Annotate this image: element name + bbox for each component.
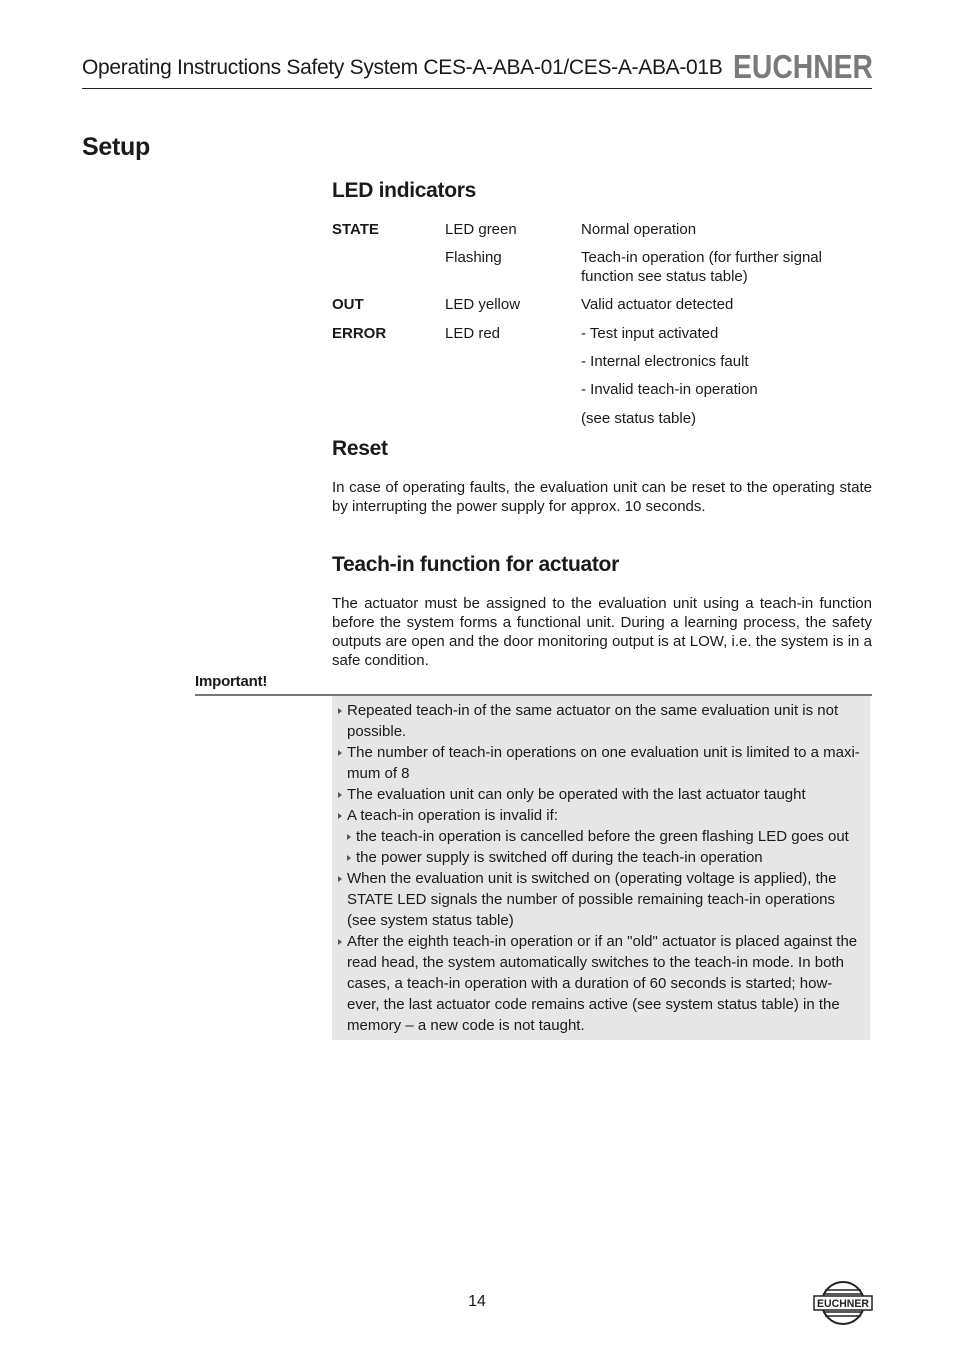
sub-list-item — [332, 847, 870, 868]
page-number: 14 — [468, 1293, 486, 1310]
bullet-triangle-icon — [338, 813, 342, 819]
led-description: - Test input activated — [581, 325, 719, 342]
bullet-triangle-icon — [347, 834, 351, 840]
led-color: LED red — [445, 325, 501, 342]
list-item-text: When the evaluation unit is switched on (operating voltage is applied), the STATE LED signals the number of possible remaining teach-in operations (see system status table) — [347, 870, 837, 929]
led-description: Valid actuator detected — [581, 296, 734, 313]
led-color: Flashing — [445, 249, 502, 266]
led-description: - Invalid teach-in operation — [581, 381, 758, 398]
led-color: LED green — [445, 221, 517, 238]
list-item-text: After the eighth teach-in operation or if an "old" actuator is placed against the read head, the system automatically switches to the teach-in mode. In both cases, a teach-in operation with a duration of 60 seconds is started; how-ever, the last actuator code remains active (see system status table) in the memory – a new code is not taught. — [347, 933, 858, 1034]
list-item-text: A teach-in operation is invalid if: — [347, 807, 558, 824]
list-item — [332, 742, 870, 784]
bullet-triangle-icon — [338, 792, 342, 798]
list-item-text: The evaluation unit can only be operated with the last actuator taught — [347, 786, 806, 803]
bullet-triangle-icon — [338, 939, 342, 945]
reset-heading: Reset — [332, 437, 388, 460]
important-list — [332, 700, 870, 1036]
led-description: (see status table) — [581, 410, 697, 427]
led-description: Normal operation — [581, 221, 697, 238]
sub-list-item — [332, 826, 870, 847]
header-divider — [82, 88, 872, 89]
led-name: OUT — [332, 296, 364, 313]
list-item — [332, 868, 870, 931]
list-item — [332, 784, 870, 805]
led-indicators-heading: LED indicators — [332, 179, 476, 202]
brand-wordmark: EUCHNER — [733, 48, 874, 85]
euchner-seal-logo — [813, 1279, 873, 1327]
led-description: Teach-in operation (for further signal function see status table) — [581, 249, 822, 285]
seal-wordmark: EUCHNER — [817, 1298, 870, 1310]
list-item-text: the teach-in operation is cancelled before the green flashing LED goes out — [356, 828, 849, 845]
bullet-triangle-icon — [338, 708, 342, 714]
teach-in-heading: Teach-in function for actuator — [332, 553, 619, 576]
led-name: ERROR — [332, 325, 387, 342]
list-item-text: the power supply is switched off during the teach-in operation — [356, 849, 763, 866]
list-item-text: The number of teach-in operations on one evaluation unit is limited to a maxi-mum of 8 — [347, 744, 860, 782]
reset-text: In case of operating faults, the evaluation unit can be reset to the operating state by interrupting the power supply for approx. 10 seconds. — [332, 479, 872, 515]
section-title: Setup — [82, 133, 150, 161]
document-title: Operating Instructions Safety System CES-A-ABA-01/CES-A-ABA-01B — [82, 56, 723, 79]
list-item — [332, 805, 870, 826]
list-item — [332, 700, 870, 742]
euchner-logo — [733, 50, 873, 84]
teach-in-text: The actuator must be assigned to the evaluation unit using a teach-in function before the system forms a functional unit. During a learning process, the safety outputs are open and the door monitoring output is at LOW, i.e. the system is in a safe condition. — [332, 595, 872, 669]
led-name: STATE — [332, 221, 379, 238]
list-item — [332, 931, 870, 1036]
list-item-text: Repeated teach-in of the same actuator on the same evaluation unit is not possible. — [347, 702, 839, 740]
led-description: - Internal electronics fault — [581, 353, 749, 370]
bullet-triangle-icon — [338, 750, 342, 756]
bullet-triangle-icon — [347, 855, 351, 861]
led-color: LED yellow — [445, 296, 521, 313]
bullet-triangle-icon — [338, 876, 342, 882]
important-label: Important! — [195, 673, 268, 690]
